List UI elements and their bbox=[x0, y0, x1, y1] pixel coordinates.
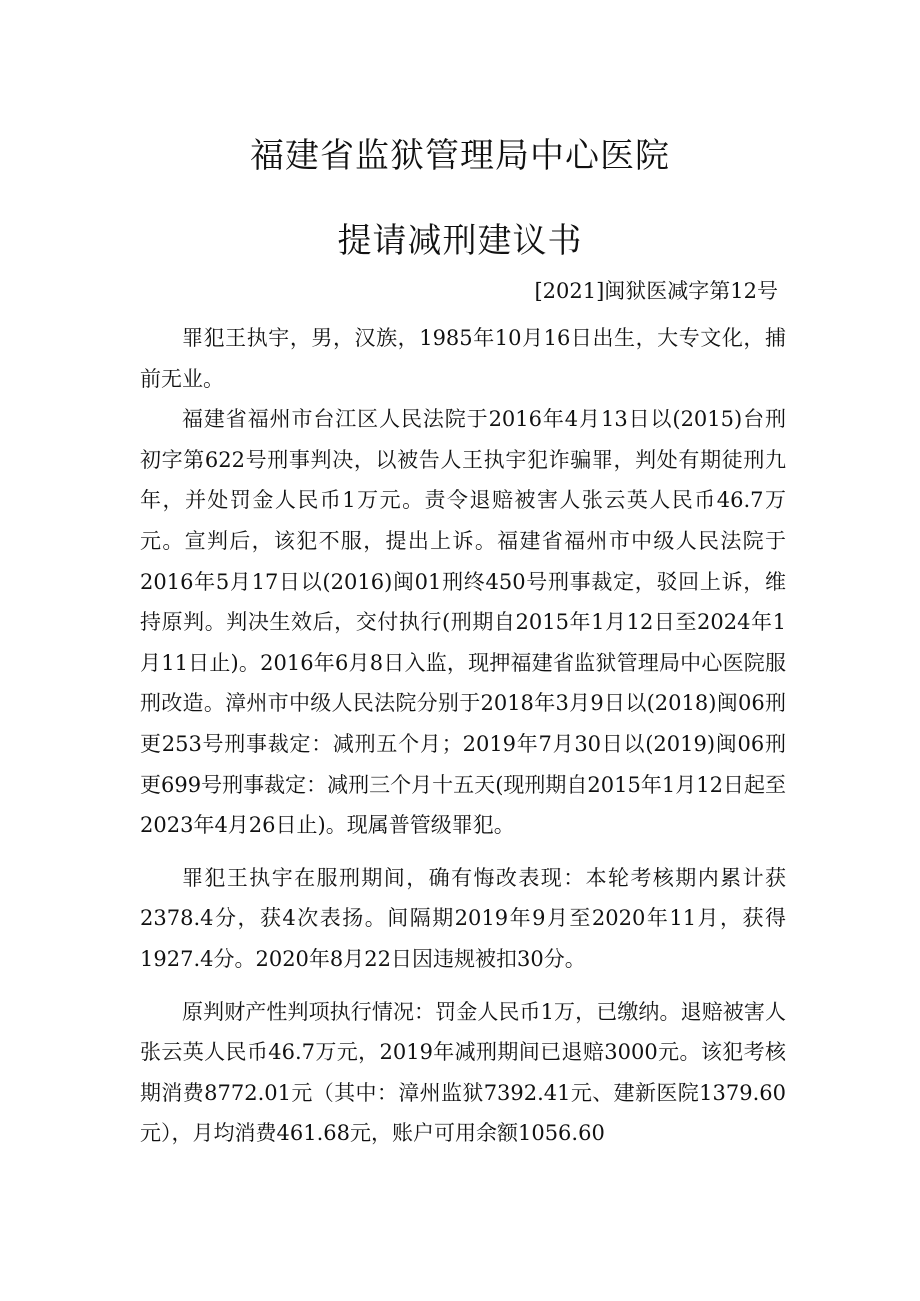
document-subtitle: 提请减刑建议书 bbox=[337, 221, 583, 261]
document-number: [2021]闽狱医减字第12号 bbox=[534, 279, 778, 303]
paragraph-property-execution: 原判财产性判项执行情况：罚金人民币1万，已缴纳。退赔被害人张云英人民币46.7万元，2019年减刑期间已退赔3000元。该犯考核期消费8772.01元（其中：漳州监狱7392.41元、建新医院1379.60元），月均消费461.68元，账户可用余额1056.60 bbox=[140, 999, 786, 1146]
paragraph-performance: 罪犯王执宇在服刑期间，确有悔改表现：本轮考核期内累计获2378.4分，获4次表扬。间隔期2019年9月至2020年11月，获得1927.4分。2020年8月22日因违规被扣30分。 bbox=[140, 865, 786, 971]
paragraph-sentence-history: 福建省福州市台江区人民法院于2016年4月13日以(2015)台刑初字第622号刑事判决，以被告人王执宇犯诈骗罪，判处有期徒刑九年，并处罚金人民币1万元。责令退赔被害人张云英人民币46.7万元。宣判后，该犯不服，提出上诉。福建省福州市中级人民法院于2016年5月17日以(2016)闽01刑终450号刑事裁定，驳回上诉，维持原判。判决生效后，交付执行(刑期自2015年1月12日至2024年1月11日止)。2016年6月8日入监，现押福建省监狱管理局中心医院服刑改造。漳州市中级人民法院分别于2018年3月9日以(2018)闽06刑更253号刑事裁定：减刑五个月；2019年7月30日以(2019)闽06刑更699号刑事裁定：减刑三个月十五天(现刑期自2015年1月12日起至2023年4月26日止)。现属普管级罪犯。 bbox=[140, 407, 786, 838]
document-title: 福建省监狱管理局中心医院 bbox=[250, 136, 670, 176]
document-body bbox=[140, 318, 786, 1154]
paragraph-personal-info: 罪犯王执宇，男，汉族，1985年10月16日出生，大专文化，捕前无业。 bbox=[140, 326, 786, 391]
